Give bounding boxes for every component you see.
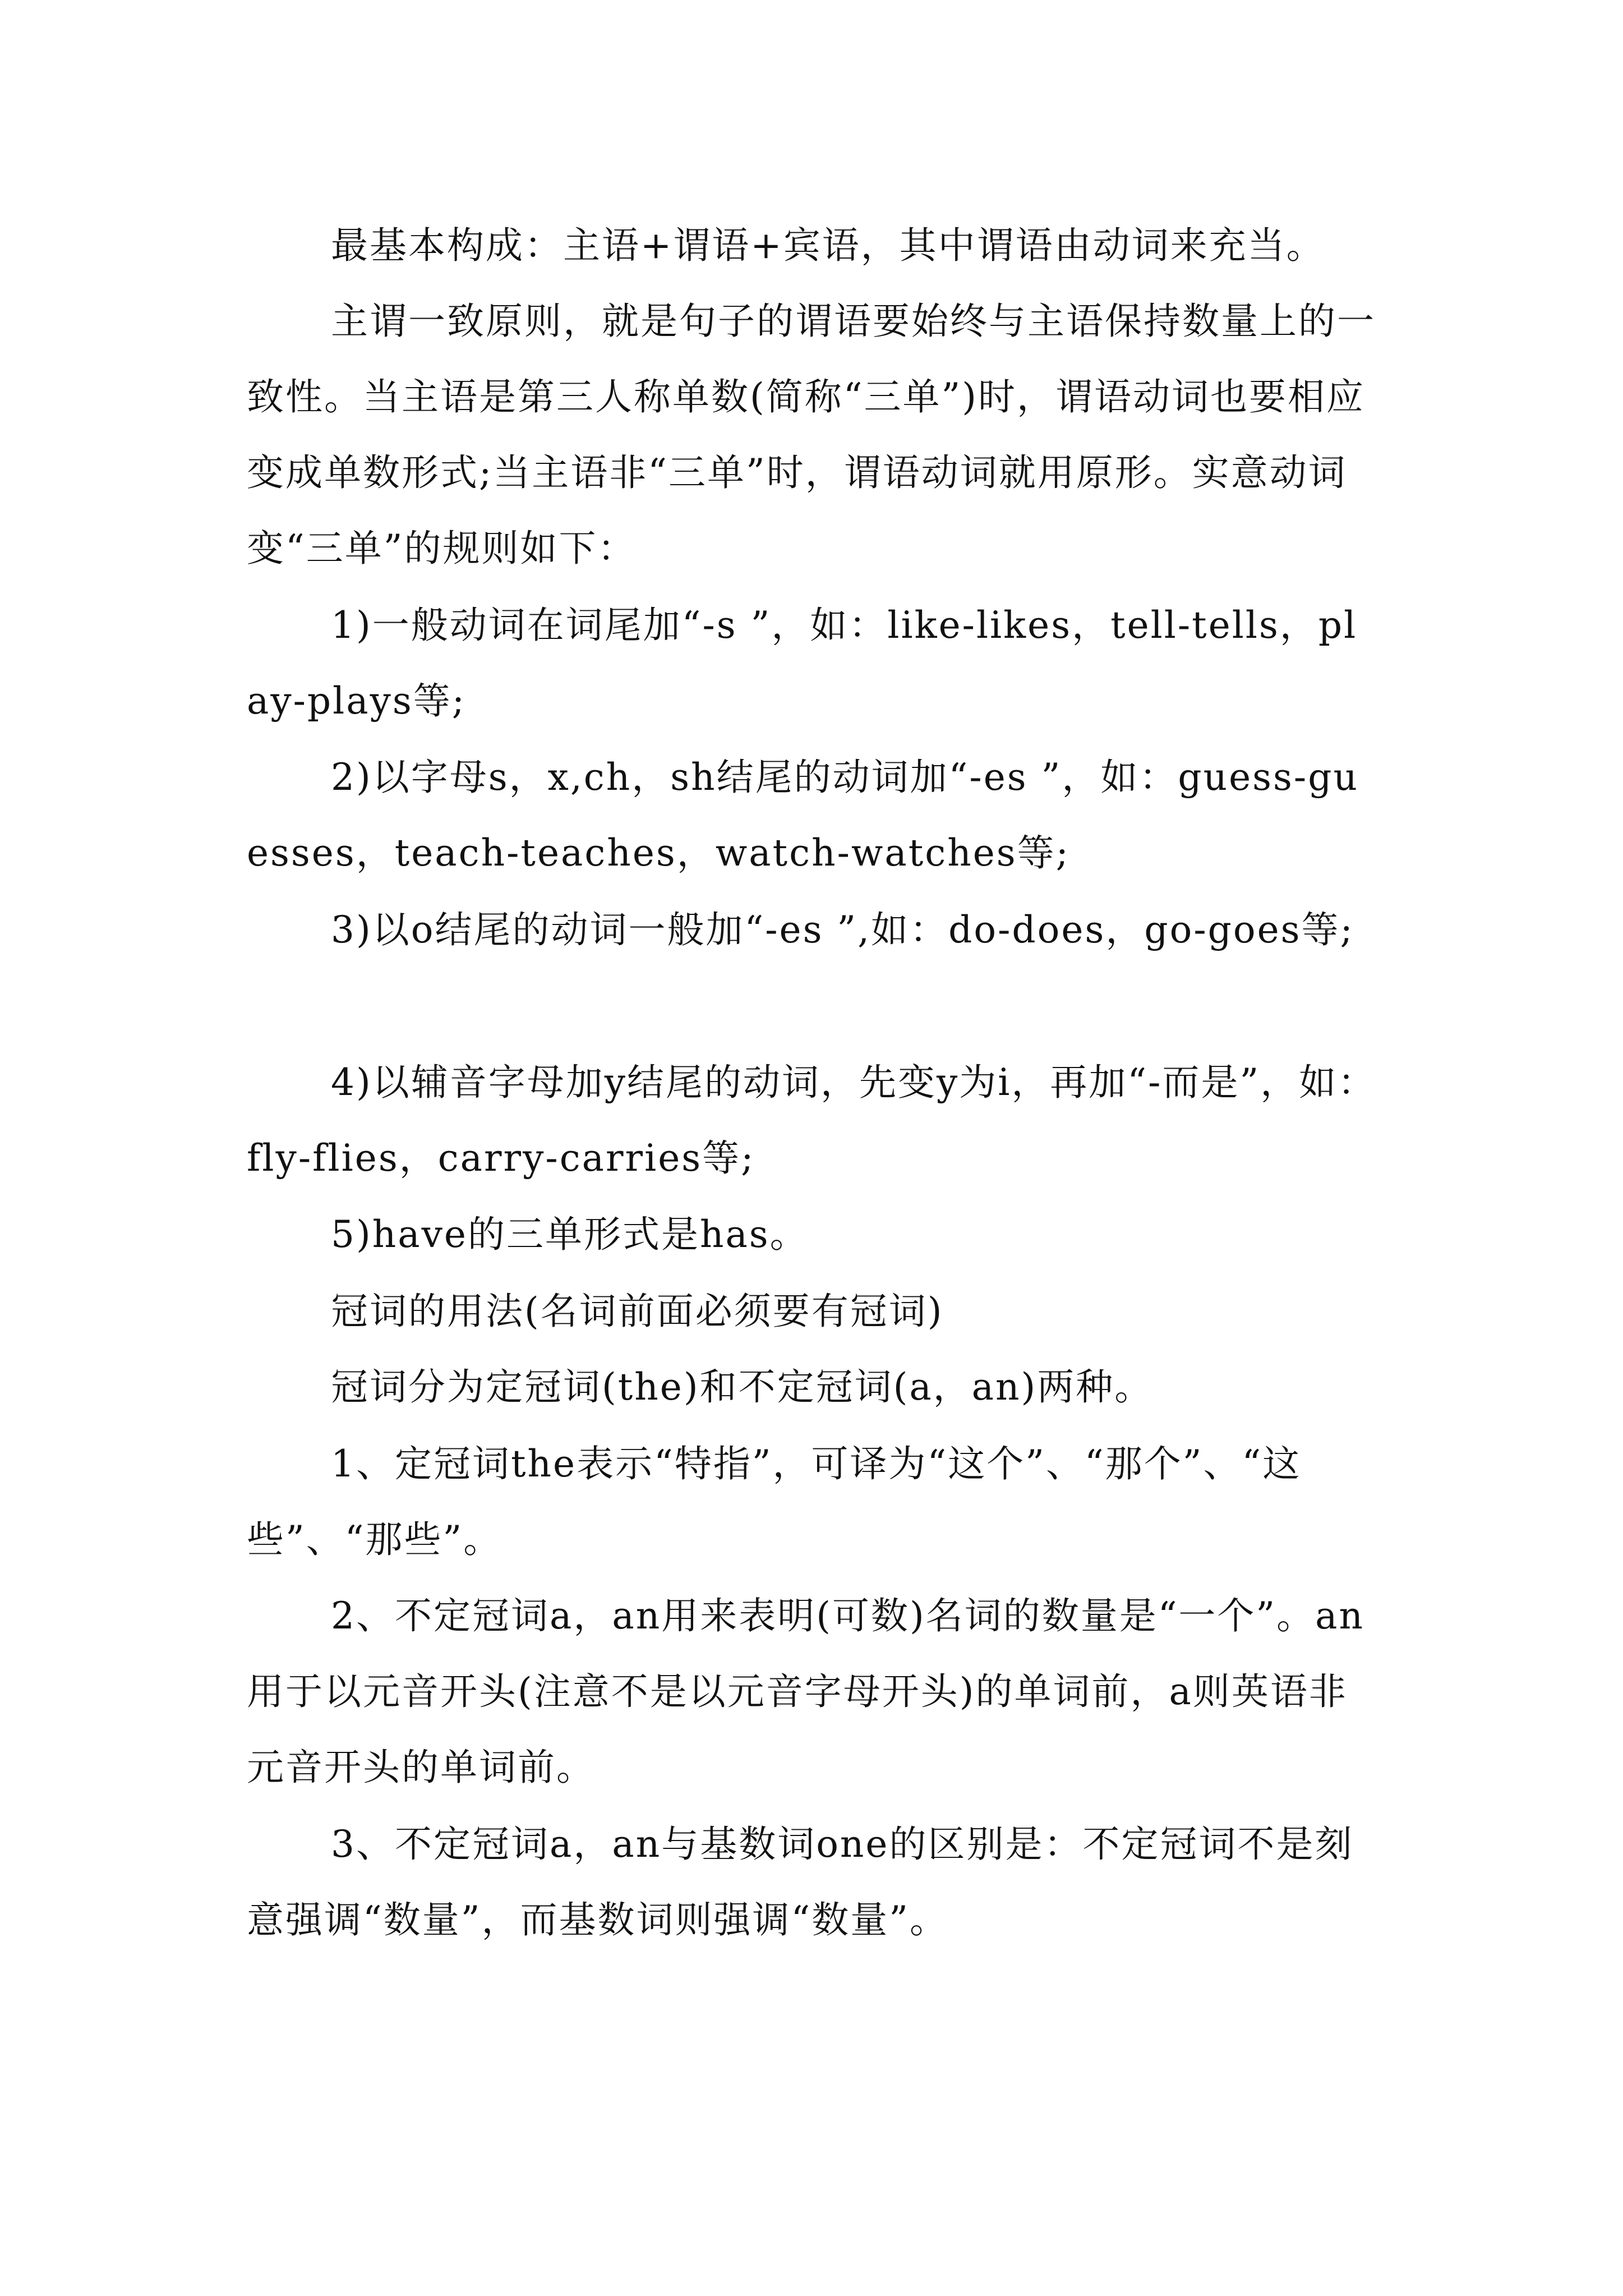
paragraph-indefinite-article: 2、不定冠词a，an用来表明(可数)名词的数量是“一个”。an用于以元音开头(注意不是以元音字母开头)的单词前，a则英语非元音开头的单词前。 <box>247 1594 1365 1789</box>
paragraph-article-types: 冠词分为定冠词(the)和不定冠词(a，an)两种。 <box>331 1365 1154 1409</box>
paragraph-rule-5: 5)have的三单形式是has。 <box>331 1213 809 1256</box>
paragraph-rule-3: 3)以o结尾的动词一般加“-es ”,如：do-does，go-goes等; <box>331 908 1354 951</box>
paragraph-rule-4: 4)以辅音字母加y结尾的动词，先变y为i，再加“-而是”，如：fly-flies，carry-carries等; <box>247 1061 1377 1180</box>
paragraph-rule-1: 1)一般动词在词尾加“-s ”，如：like-likes，tell-tells，play-plays等; <box>247 604 1358 723</box>
paragraph-article-vs-numeral: 3、不定冠词a，an与基数词one的区别是：不定冠词不是刻意强调“数量”，而基数词则强调“数量”。 <box>247 1823 1354 1941</box>
paragraph-basic-structure: 最基本构成：主语+谓语+宾语，其中谓语由动词来充当。 <box>331 224 1325 267</box>
paragraph-subject-verb-agreement: 主谓一致原则，就是句子的谓语要始终与主语保持数量上的一致性。当主语是第三人称单数(简称“三单”)时，谓语动词也要相应变成单数形式;当主语非“三单”时，谓语动词就用原形。实意动词变“三单”的规则如下： <box>247 300 1376 570</box>
paragraph-definite-article: 1、定冠词the表示“特指”，可译为“这个”、“那个”、“这些”、“那些”。 <box>247 1442 1302 1561</box>
paragraph-rule-2: 2)以字母s，x,ch，sh结尾的动词加“-es ”，如：guess-guesses，teach-teaches，watch-watches等; <box>247 756 1359 875</box>
paragraph-article-heading: 冠词的用法(名词前面必须要有冠词) <box>331 1290 944 1333</box>
